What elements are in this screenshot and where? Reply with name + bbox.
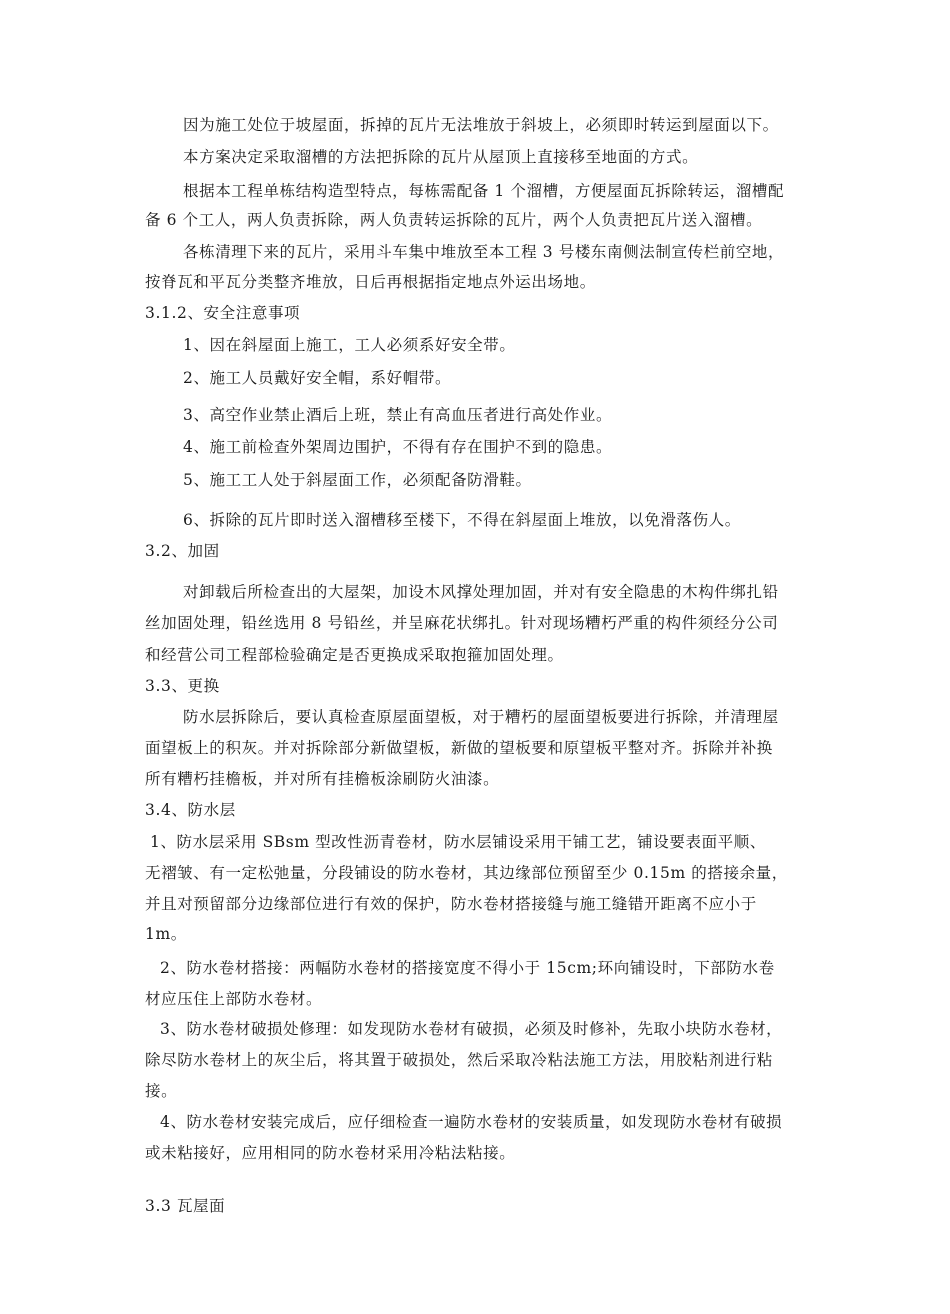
list-item: 2、施工人员戴好安全帽，系好帽带。 <box>183 369 452 387</box>
paragraph-line: 面望板上的积灰。并对拆除部分新做望板，新做的望板要和原望板平整对齐。拆除并补换 <box>145 739 773 757</box>
section-heading: 3.2、加固 <box>145 542 220 560</box>
paragraph-line: 所有糟朽挂檐板，并对所有挂檐板涂刷防火油漆。 <box>145 770 500 788</box>
section-heading: 3.1.2、安全注意事项 <box>145 304 301 322</box>
list-item: 2、防水卷材搭接：两幅防水卷材的搭接宽度不得小于 15cm;环向铺设时，下部防水卷 <box>160 959 775 977</box>
list-item: 3、防水卷材破损处修理：如发现防水卷材有破损，必须及时修补，先取小块防水卷材， <box>160 1020 783 1038</box>
paragraph-line: 接。 <box>145 1082 178 1100</box>
list-item: 1、因在斜屋面上施工，工人必须系好安全带。 <box>183 336 516 354</box>
paragraph-line: 对卸载后所检查出的大屋架，加设木风撑处理加固，并对有安全隐患的木构件绑扎铅 <box>183 583 779 601</box>
paragraph-line: 和经营公司工程部检验确定是否更换成采取抱箍加固处理。 <box>145 646 564 664</box>
paragraph-line: 按脊瓦和平瓦分类整齐堆放，日后再根据指定地点外运出场地。 <box>145 273 596 291</box>
paragraph-line: 材应压住上部防水卷材。 <box>145 990 323 1008</box>
section-heading: 3.4、防水层 <box>145 801 236 819</box>
paragraph-line: 并且对预留部分边缘部位进行有效的保护，防水卷材搭接缝与施工缝错开距离不应小于 <box>145 895 757 913</box>
paragraph-line: 1m。 <box>145 925 187 943</box>
paragraph-line: 因为施工处位于坡屋面，拆掉的瓦片无法堆放于斜坡上，必须即时转运到屋面以下。 <box>183 116 779 134</box>
paragraph-line: 除尽防水卷材上的灰尘后，将其置于破损处，然后采取冷粘法施工方法，用胶粘剂进行粘 <box>145 1051 773 1069</box>
paragraph-line: 无褶皱、有一定松弛量，分段铺设的防水卷材，其边缘部位预留至少 0.15m 的搭接余量， <box>145 864 788 882</box>
list-item: 5、施工工人处于斜屋面工作，必须配备防滑鞋。 <box>183 471 532 489</box>
paragraph-line: 防水层拆除后，要认真检查原屋面望板，对于糟朽的屋面望板要进行拆除，并清理屋 <box>183 708 779 726</box>
paragraph-line: 各栋清理下来的瓦片，采用斗车集中堆放至本工程 3 号楼东南侧法制宣传栏前空地， <box>183 243 785 261</box>
list-item: 6、拆除的瓦片即时送入溜槽移至楼下，不得在斜屋面上堆放，以免滑落伤人。 <box>183 511 741 529</box>
paragraph-line: 或未粘接好，应用相同的防水卷材采用冷粘法粘接。 <box>145 1144 516 1162</box>
list-item: 4、施工前检查外架周边围护，不得有存在围护不到的隐患。 <box>183 438 613 456</box>
section-heading: 3.3 瓦屋面 <box>145 1197 226 1215</box>
list-item: 3、高空作业禁止酒后上班，禁止有高血压者进行高处作业。 <box>183 406 613 424</box>
paragraph-line: 根据本工程单栋结构造型特点，每栋需配备 1 个溜槽，方便屋面瓦拆除转运，溜槽配 <box>183 182 785 200</box>
paragraph-line: 本方案决定采取溜槽的方法把拆除的瓦片从屋顶上直接移至地面的方式。 <box>183 148 699 166</box>
section-heading: 3.3、更换 <box>145 677 220 695</box>
list-item: 1、防水层采用 SBsm 型改性沥青卷材，防水层铺设采用干铺工艺，铺设要表面平顺、 <box>150 833 766 851</box>
paragraph-line: 备 6 个工人，两人负责拆除，两人负责转运拆除的瓦片，两个人负责把瓦片送入溜槽。 <box>145 211 763 229</box>
list-item: 4、防水卷材安装完成后，应仔细检查一遍防水卷材的安装质量，如发现防水卷材有破损 <box>160 1113 783 1131</box>
paragraph-line: 丝加固处理，铅丝选用 8 号铅丝，并呈麻花状绑扎。针对现场糟朽严重的构件须经分公司 <box>145 614 779 632</box>
